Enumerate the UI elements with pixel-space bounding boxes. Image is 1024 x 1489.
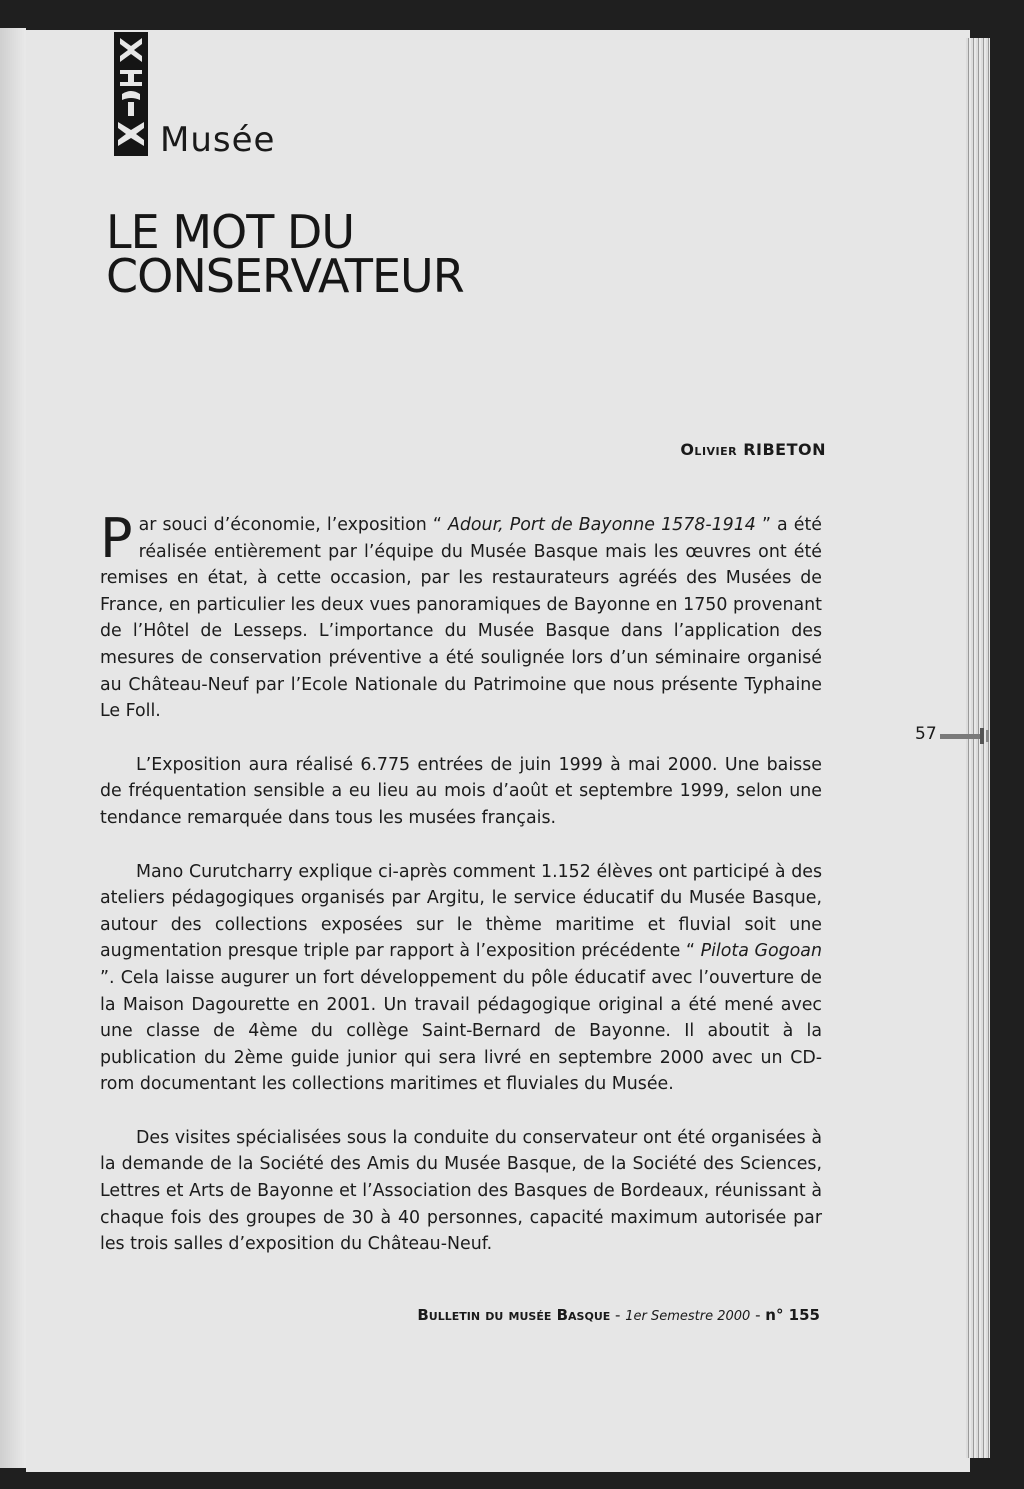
footer-separator-2: - bbox=[750, 1306, 766, 1324]
page-stack-edge bbox=[966, 38, 990, 1458]
title-line-1: LE MOT DU bbox=[106, 205, 355, 259]
section-label: Musée bbox=[160, 120, 276, 160]
paragraph-1-text-a: ar souci d’économie, l’exposition “ bbox=[138, 515, 448, 535]
author-name: Olivier RIBETON bbox=[680, 440, 826, 459]
paragraph-1-text-b: ” a été réalisée entièrement par l’équipe du Musée Basque mais les œuvres ont été remises en état, à cette occasion, par les restaurateurs agréés des Musées de France, en particulier les deux vues panoramiques de Bayonne en 1750 provenant de l’Hôtel de Lesseps. L’importance du Musée Basque dans l’application des mesures de conservation préventive a été soulignée lors d’un séminaire organisé au Château-Neuf par l’Ecole Nationale du Patrimoine que nous présente Typhaine Le Foll. bbox=[100, 515, 822, 722]
paragraph-3-text-b: ”. Cela laisse augurer un fort développement du pôle éducatif avec l’ouverture de la Maison Dagourette en 2001. Un travail pédagogique original a été mené avec une classe de 4ème du collège Saint-Bernard de Bayonne. Il aboutit à la publication du 2ème guide junior qui sera livré en septembre 2000 avec un CD-rom documentant les collections maritimes et fluviales du Musée. bbox=[100, 967, 822, 1095]
drop-cap: P bbox=[100, 507, 133, 570]
article-title bbox=[106, 205, 626, 303]
exhibition-title: Adour, Port de Bayonne 1578-1914 bbox=[447, 515, 756, 535]
page-number: 57 bbox=[915, 724, 937, 744]
footer-issue: n° 155 bbox=[765, 1306, 820, 1324]
footer-semester: 1er Semestre 2000 bbox=[625, 1309, 751, 1324]
paragraph-1 bbox=[100, 507, 822, 725]
paragraph-4: Des visites spécialisées sous la conduite du conservateur ont été organisées à la demande de la Société des Amis du Musée Basque, de la Société des Sciences, Lettres et Arts de Bayonne et l’Association des Basques de Bordeaux, réunissant à chaque fois des groupes de 30 à 40 personnes, capacité maximum autorisée par les trois salles d’exposition du Château-Neuf. bbox=[100, 1127, 822, 1255]
basque-ornament-icon bbox=[108, 30, 154, 158]
title-line-2: CONSERVATEUR bbox=[106, 249, 464, 303]
paragraph-2: L’Exposition aura réalisé 6.775 entrées de juin 1999 à mai 2000. Une baisse de fréquentation sensible a eu lieu au mois d’août et septembre 1999, selon une tendance remarquée dans tous les musées français. bbox=[100, 754, 822, 828]
page-footer bbox=[300, 1306, 820, 1324]
article-body bbox=[100, 507, 822, 1285]
journal-name: Bulletin du musée Basque bbox=[417, 1306, 611, 1324]
paragraph-3-text-a: Mano Curutcharry explique ci-après comment 1.152 élèves ont participé à des ateliers pédagogiques organisés par Argitu, le service éducatif du Musée Basque, autour des collections exposées sur le thème maritime et fluvial soit une augmentation presque triple par rapport à l’exposition précédente “ bbox=[100, 861, 822, 962]
footer-separator: - bbox=[610, 1306, 626, 1324]
facing-page-edge bbox=[0, 28, 26, 1468]
previous-exhibition-title: Pilota Gogoan bbox=[700, 941, 822, 962]
paragraph-3 bbox=[100, 859, 822, 1098]
page-marker-icon bbox=[940, 728, 996, 744]
